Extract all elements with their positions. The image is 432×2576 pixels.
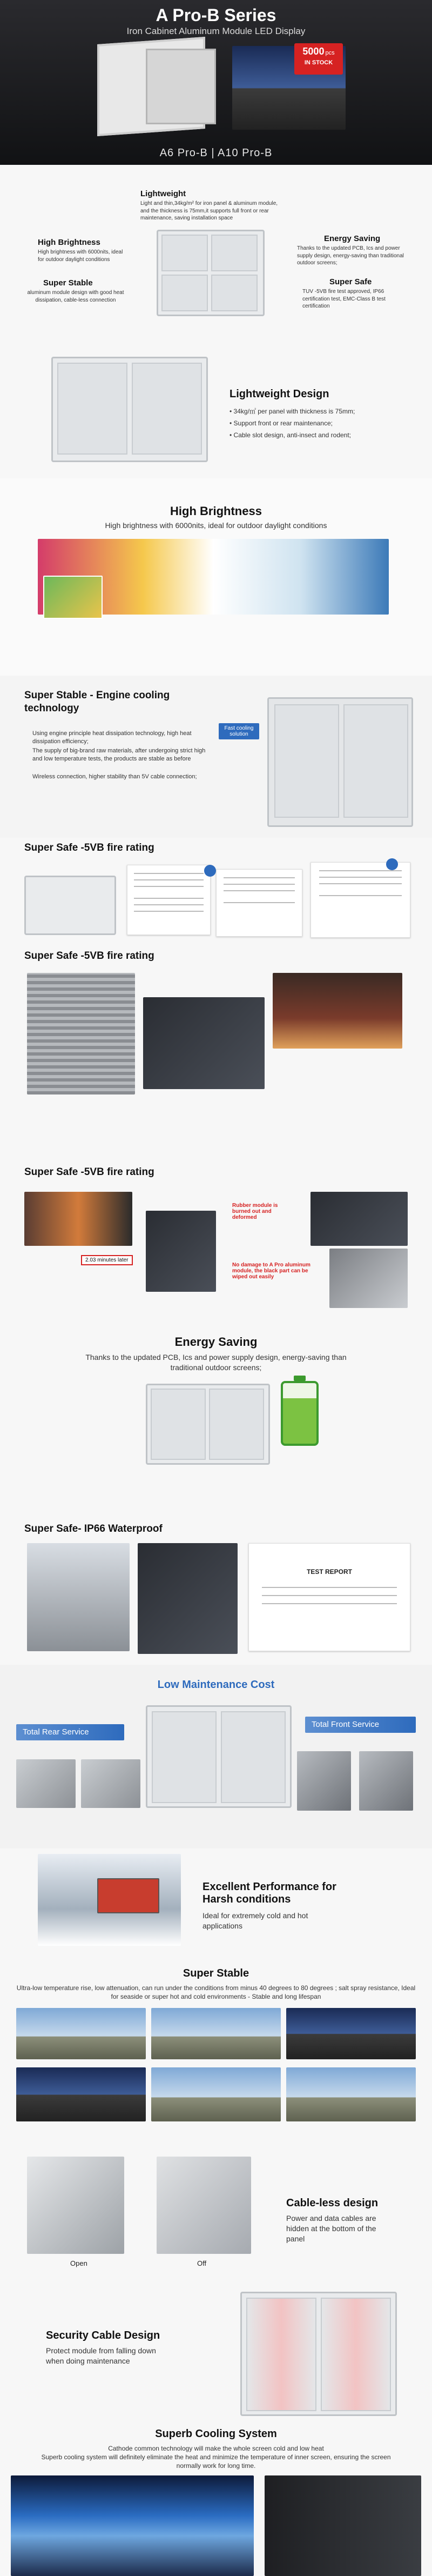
security-cable-section — [0, 2281, 432, 2421]
rear-service-label: Total Rear Service — [16, 1724, 124, 1740]
waterproof-panel-image — [138, 1543, 238, 1654]
stable2-image-2 — [151, 2008, 281, 2059]
lightweight-design-section — [0, 327, 432, 478]
feature-energy-title: Energy Saving — [324, 234, 381, 243]
stable2-image-4 — [16, 2067, 146, 2121]
cooling-tag: Fast cooling solution — [219, 723, 259, 739]
cooling-cabinet-image — [267, 697, 413, 827]
feature-stable-text: aluminum module design with good heat dissipation, cable-less connection — [27, 290, 124, 303]
lightweight-bullet-2-text: Support front or rear maintenance; — [233, 419, 333, 427]
feature-safe-title: Super Safe — [329, 277, 372, 286]
badge-unit: pcs — [325, 50, 335, 56]
waterproof-report-doc — [248, 1543, 410, 1651]
hero-subtitle: Iron Cabinet Aluminum Module LED Display — [126, 26, 306, 36]
feature-brightness-text: High brightness with 6000nits, ideal for outdoor daylight conditions — [38, 249, 123, 263]
feature-stable-title: Super Stable — [43, 278, 93, 288]
fire3-result-image-2 — [329, 1249, 408, 1308]
front-service-image-1 — [297, 1751, 351, 1811]
fire1-document-1 — [127, 865, 211, 935]
superb-cooling-section — [0, 2421, 432, 2576]
fire3-rubber-note: Rubber module is burned out and deformed — [232, 1203, 278, 1220]
fire3-module-image — [146, 1211, 216, 1292]
fire2-billboard-image — [143, 997, 265, 1089]
cooling-bullet-3: Wireless connection, higher stability than 5V cable connection; — [32, 773, 197, 780]
feature-lightweight-text: Light and thin,34kg/m² for iron panel & aluminum module, and the thickness is 75mm,it supports full front or rear maintenance, saving installation space — [140, 201, 278, 221]
fire3-aluminum-note: No damage to A Pro aluminum module, the black part can be wiped out easily — [232, 1262, 310, 1280]
certification-seal-icon-2 — [386, 858, 398, 870]
stable2-title: Super Stable — [183, 1967, 249, 1979]
energy-cabinet-image — [146, 1384, 270, 1465]
battery-icon — [281, 1381, 319, 1446]
feature-energy-text: Thanks to the updated PCB, Ics and power supply design, energy-saving than traditional outdoor screens; — [297, 245, 404, 266]
stable2-image-3 — [286, 2008, 416, 2059]
lightweight-bullet-3-text: Cable slot design, anti-insect and rodent; — [233, 431, 352, 439]
waterproof-title: Super Safe- IP66 Waterproof — [24, 1523, 163, 1534]
waterproof-spray-image — [27, 1543, 130, 1651]
fire-rating-section-1 — [0, 838, 432, 946]
cooling2-panel-image — [265, 2475, 421, 2576]
brightness-inset-image — [43, 576, 103, 619]
lightweight-bullet-2: • Support front or rear maintenance; — [230, 419, 333, 427]
stable2-text: Ultra-low temperature rise, low attenuation, can run under the conditions from minus 40 degrees to 80 degrees ; salt spray resistance, Ideal for seaside or super hot and cold environments - Stable and long lifespan — [16, 1984, 416, 2001]
badge-label: IN STOCK — [304, 59, 333, 66]
cooling-bullet-1: Using engine principle heat dissipation technology, high heat dissipation efficiency; — [32, 730, 192, 745]
certification-seal-icon — [204, 865, 216, 877]
waterproof-section — [0, 1492, 432, 1665]
report-title: TEST REPORT — [306, 1568, 352, 1576]
feature-safe-text: TUV -5VB fire test approved, IP66 certification test, EMC-Class B test certification — [302, 289, 386, 309]
security-title: Security Cable Design — [46, 2330, 160, 2341]
feature-brightness-title: High Brightness — [38, 238, 100, 247]
cable-less-section — [0, 2151, 432, 2281]
harsh-conditions-section — [0, 1848, 432, 1957]
brightness-text: High brightness with 6000nits, ideal for outdoor daylight conditions — [105, 521, 327, 530]
cooling-bullet-2: The supply of big-brand raw materials, after undergoing strict high and low temperature tests, the products are stable as before — [32, 748, 206, 762]
fire1-document-3 — [310, 862, 410, 938]
energy-saving-section — [0, 1319, 432, 1492]
stable2-image-1 — [16, 2008, 146, 2059]
fire2-title: Super Safe -5VB fire rating — [24, 950, 154, 962]
cableless-off-label: Off — [197, 2259, 207, 2267]
fire3-test-image — [24, 1192, 132, 1246]
hero-section — [0, 0, 432, 165]
fire-rating-section-2 — [0, 946, 432, 1130]
fire1-cabinet-image — [24, 876, 116, 935]
cooling2-line-1: Cathode common technology will make the whole screen cold and low heat — [108, 2445, 324, 2452]
lightweight-bullet-3: • Cable slot design, anti-insect and rodent; — [230, 431, 352, 439]
stable2-image-6 — [286, 2067, 416, 2121]
exploded-cabinet-image — [157, 230, 265, 316]
super-stable-section — [0, 1957, 432, 2151]
feature-overview — [0, 165, 432, 327]
fire-rating-section-3 — [0, 1130, 432, 1319]
harsh-text: Ideal for extremely cold and hot applications — [202, 1911, 308, 1930]
fire3-timer: 2.03 minutes later — [81, 1255, 133, 1265]
hero-models: A6 Pro-B | A10 Pro-B — [159, 147, 273, 159]
rear-service-image-2 — [81, 1759, 140, 1808]
hero-cabinet-image-2 — [146, 49, 216, 124]
front-service-image-2 — [359, 1751, 413, 1811]
energy-text: Thanks to the updated PCB, Ics and power supply design, energy-saving than traditional outdoor screens; — [85, 1353, 347, 1372]
harsh-billboard-image — [97, 1878, 159, 1913]
cooling2-title: Superb Cooling System — [155, 2428, 277, 2440]
maintenance-cabinet-image — [146, 1705, 292, 1808]
badge-number: 5000 — [302, 46, 325, 57]
maintenance-title: Low Maintenance Cost — [157, 1679, 275, 1691]
lightweight-cabinet-image — [51, 357, 208, 462]
feature-lightweight-title: Lightweight — [140, 189, 186, 198]
lightweight-title: Lightweight Design — [230, 388, 329, 400]
low-maintenance-section — [0, 1665, 432, 1848]
cableless-open-image — [27, 2157, 124, 2254]
fire2-test-image — [273, 973, 402, 1049]
front-service-label: Total Front Service — [305, 1717, 416, 1733]
fire3-title: Super Safe -5VB fire rating — [24, 1166, 154, 1178]
fire1-document-2 — [216, 869, 302, 937]
fire1-title: Super Safe -5VB fire rating — [24, 842, 154, 853]
stock-badge — [294, 43, 343, 75]
fire3-result-image — [310, 1192, 408, 1246]
hero-title: A Pro-B Series — [156, 5, 276, 25]
security-text: Protect module from falling down when doing maintenance — [46, 2346, 156, 2365]
high-brightness-section — [0, 478, 432, 676]
rear-service-image-1 — [16, 1759, 76, 1808]
cooling2-screen-image — [11, 2475, 254, 2576]
fire2-building-image — [27, 973, 135, 1095]
brightness-title: High Brightness — [170, 504, 262, 518]
energy-title: Energy Saving — [174, 1335, 258, 1349]
security-cabinet-image — [240, 2292, 397, 2416]
harsh-title: Excellent Performance for Harsh conditions — [202, 1881, 336, 1905]
cooling2-line-2: Superb cooling system will definitely eliminate the heat and minimize the temperature of inner screen, ensuring the screen normally work for long time. — [41, 2453, 391, 2470]
engine-cooling-section — [0, 676, 432, 838]
cooling-title: Super Stable - Engine cooling technology — [24, 690, 170, 714]
cableless-open-label: Open — [70, 2259, 87, 2267]
cableless-title: Cable-less design — [286, 2197, 379, 2209]
lightweight-bullet-1-text: 34kg/㎡ per panel with thickness is 75mm; — [233, 408, 355, 415]
lightweight-bullet-1: • 34kg/㎡ per panel with thickness is 75mm; — [230, 408, 355, 415]
stable2-image-5 — [151, 2067, 281, 2121]
cableless-text: Power and data cables are hidden at the bottom of the panel — [286, 2214, 376, 2243]
cableless-off-image — [157, 2157, 251, 2254]
